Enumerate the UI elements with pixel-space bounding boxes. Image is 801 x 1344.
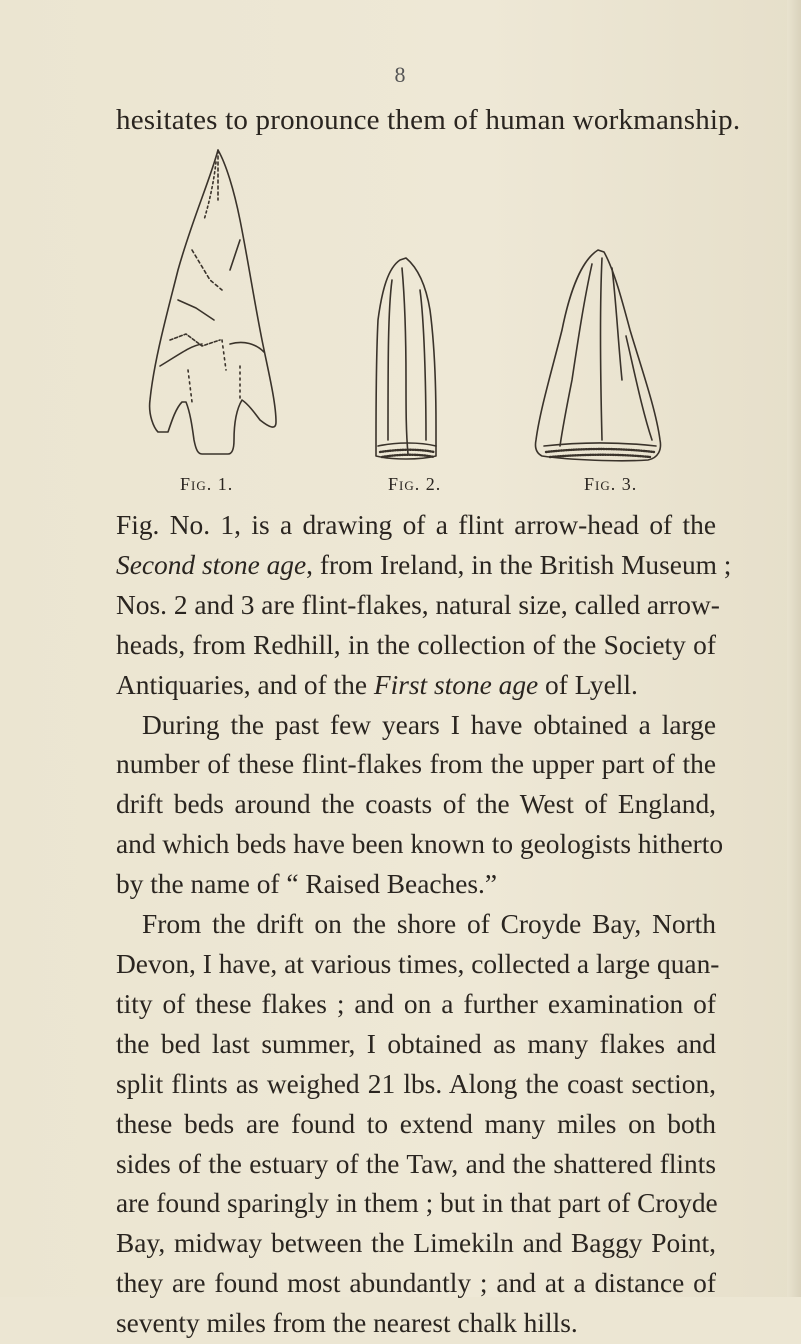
page-edge [787, 0, 801, 1297]
fig-2-caption: Fig. 2. [388, 474, 442, 494]
body-text [116, 506, 732, 1344]
text-line: drift beds around the coasts of the West of England, [116, 789, 716, 820]
text-line: are found sparingly in them ; but in that part of Croyde [116, 1188, 718, 1219]
text-line: tity of these flakes ; and on a further examination of [116, 988, 716, 1019]
fig-1-arrowhead-drawing [150, 150, 276, 454]
text-line: by the name of “ Raised Beaches.” [116, 869, 498, 900]
fig-2-flake-drawing [376, 258, 436, 459]
paragraph-figure-description [116, 506, 732, 706]
paragraph-croyde-bay [116, 905, 720, 1344]
text-line: Fig. No. 1, is a drawing of a flint arrow-head of the [116, 510, 716, 540]
text-line: number of these flint-flakes from the upper part of the [116, 749, 716, 780]
lead-line: hesitates to pronounce them of human workmanship. [116, 104, 741, 136]
fig-1-caption: Fig. 1. [180, 474, 234, 494]
text-line: Bay, midway between the Limekiln and Baggy Point, [116, 1228, 716, 1259]
figure-plate [130, 140, 690, 470]
text-line: Second stone age, from Ireland, in the British Museum ; [116, 549, 732, 580]
italic-term: Second stone age [116, 549, 307, 580]
figure-drawings [130, 140, 690, 470]
text-line: Antiquaries, and of the First stone age of Lyell. [116, 669, 638, 700]
text-line: the bed last summer, I obtained as many flakes and [116, 1028, 716, 1059]
page-number: 8 [394, 62, 406, 87]
fig-3-caption: Fig. 3. [584, 474, 638, 494]
italic-term: First stone age [373, 669, 539, 700]
text-line: heads, from Redhill, in the collection of the Society of [116, 629, 716, 660]
text-line: they are found most abundantly ; and at a distance of [116, 1268, 716, 1299]
text-line: Devon, I have, at various times, collected a large quan- [116, 948, 720, 979]
text-line: Nos. 2 and 3 are flint-flakes, natural size, called arrow- [116, 589, 720, 620]
paragraph-drift-flakes [116, 706, 724, 906]
text-line: split flints as weighed 21 lbs. Along the coast section, [116, 1068, 716, 1099]
text-line: During the past few years I have obtained a large [142, 709, 716, 740]
fig-3-flake-drawing [535, 250, 660, 461]
text-line: and which beds have been known to geologists hitherto [116, 829, 724, 860]
text-line: From the drift on the shore of Croyde Bay, North [142, 909, 716, 940]
text-line: these beds are found to extend many miles on both [116, 1108, 716, 1139]
text-line: seventy miles from the nearest chalk hills. [116, 1308, 578, 1339]
text-line: sides of the estuary of the Taw, and the shattered flints [116, 1148, 716, 1179]
